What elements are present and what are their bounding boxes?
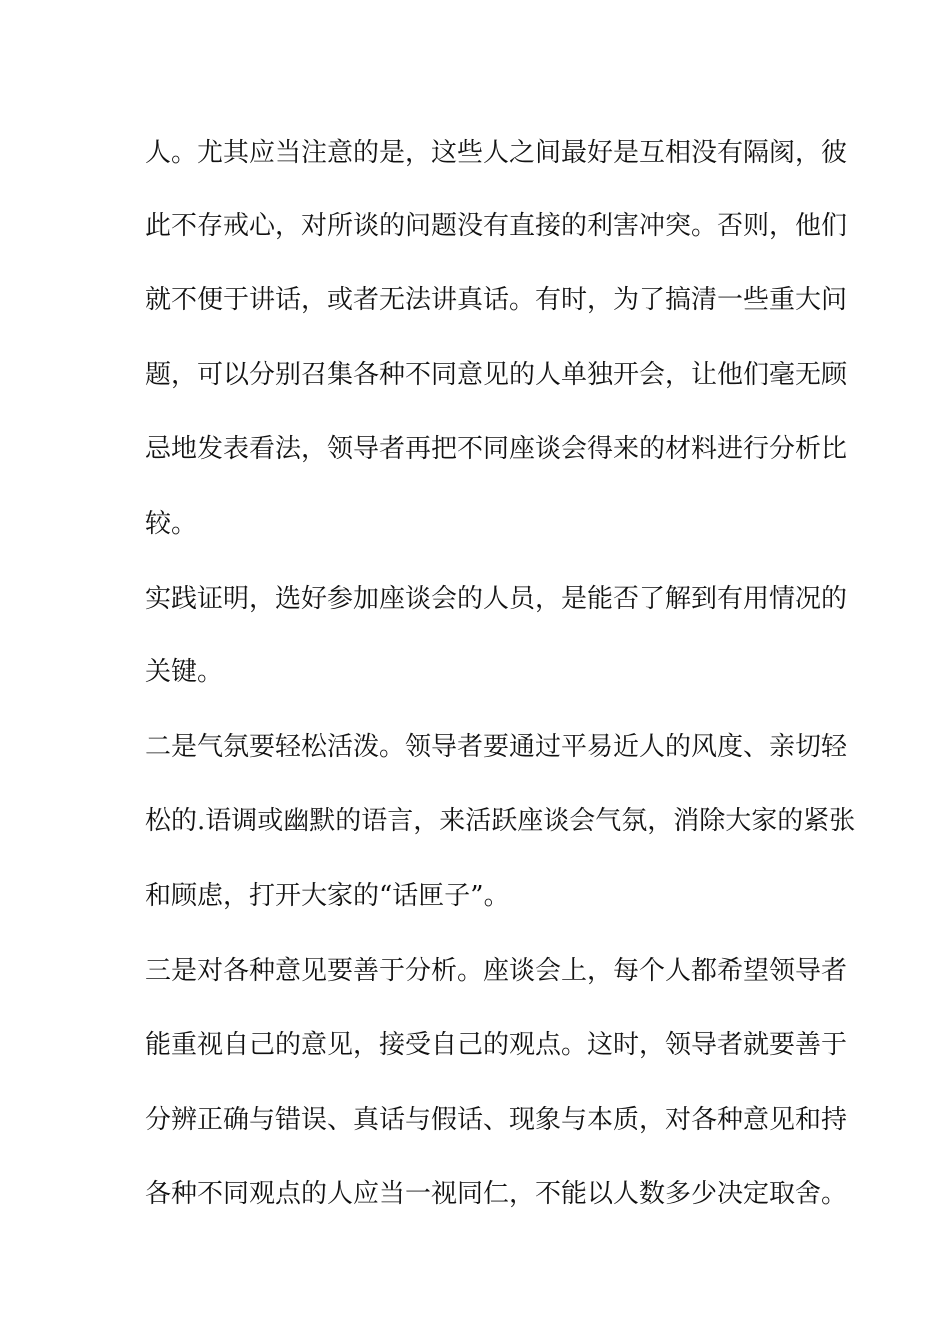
text-line: 较。 xyxy=(145,509,198,539)
text-line: 松的.语调或幽默的语言，来活跃座谈会气氛，消除大家的紧张 xyxy=(145,806,856,836)
text-line: 实践证明，选好参加座谈会的人员，是能否了解到有用情况的 xyxy=(145,584,848,614)
text-line: 题，可以分别召集各种不同意见的人单独开会，让他们毫无顾 xyxy=(145,360,848,390)
text-line: 二是气氛要轻松活泼。领导者要通过平易近人的风度、亲切轻 xyxy=(145,732,848,762)
text-line: 分辨正确与错误、真话与假话、现象与本质，对各种意见和持 xyxy=(145,1105,848,1135)
text-line: 三是对各种意见要善于分析。座谈会上，每个人都希望领导者 xyxy=(145,956,848,986)
text-line: 就不便于讲话，或者无法讲真话。有时，为了搞清一些重大问 xyxy=(145,285,848,315)
text-line: 忌地发表看法，领导者再把不同座谈会得来的材料进行分析比 xyxy=(145,434,848,464)
text-line: 人。尤其应当注意的是，这些人之间最好是互相没有隔阂，彼 xyxy=(145,138,848,168)
text-line: 和顾虑，打开大家的“话匣子”。 xyxy=(145,881,510,911)
text-line: 各种不同观点的人应当一视同仁，不能以人数多少决定取舍。 xyxy=(145,1179,848,1209)
text-line: 能重视自己的意见，接受自己的观点。这时，领导者就要善于 xyxy=(145,1030,848,1060)
text-line: 此不存戒心，对所谈的问题没有直接的利害冲突。否则，他们 xyxy=(145,211,848,241)
text-line: 关键。 xyxy=(145,657,224,687)
